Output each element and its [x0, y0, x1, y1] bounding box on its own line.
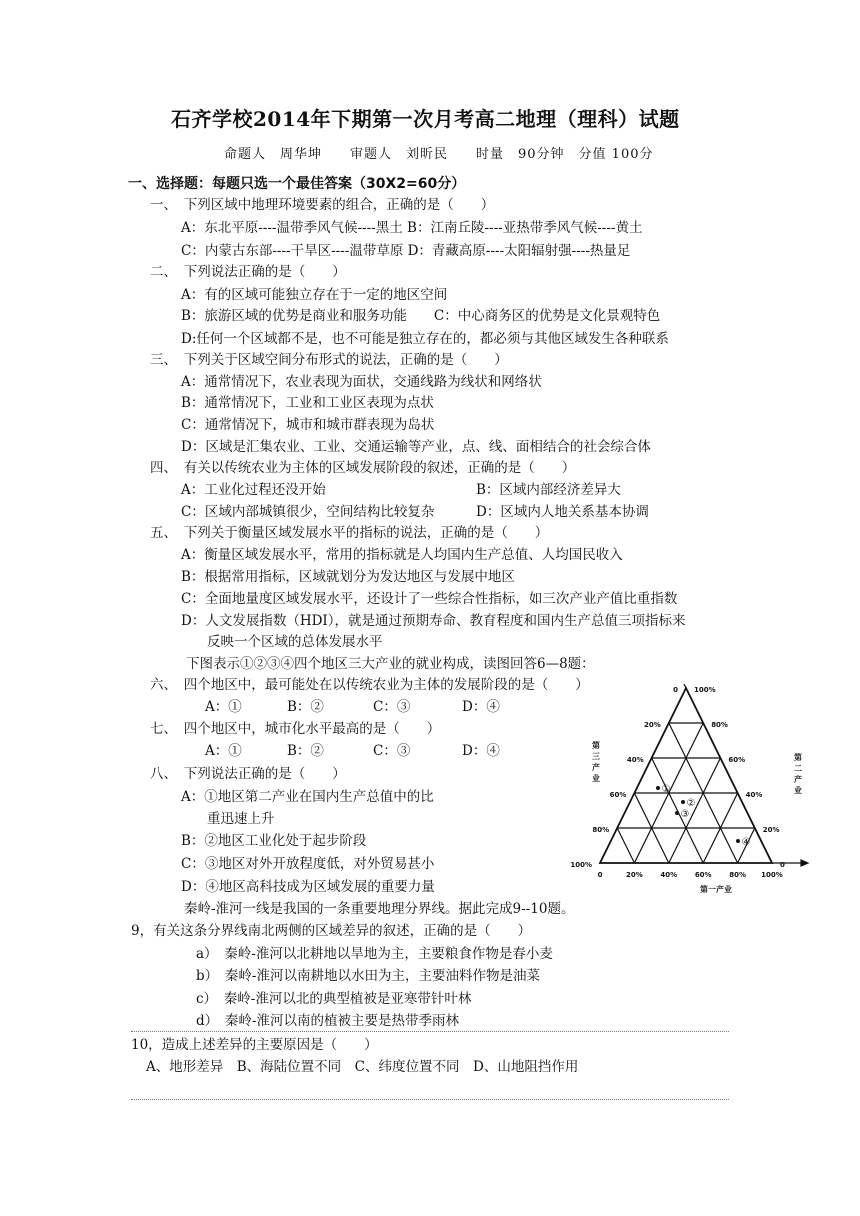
questions-6-8-intro: 下图表示①②③④四个地区三大产业的就业构成，读图回答6—8题：	[186, 656, 595, 672]
question-9-option-b: b） 秦岭-淮河以南耕地以水田为主，主要油料作物是油菜	[196, 968, 540, 984]
right-axis-tick-label: 80%	[711, 721, 728, 729]
left-axis-tick-label: 60%	[609, 791, 627, 799]
question-7-option-b: B：②	[287, 743, 324, 759]
question-2-stem: 二、 下列说法正确的是（ ）	[150, 264, 346, 280]
right-axis-tick-label: 0	[780, 861, 785, 869]
right-axis-label: 产	[794, 775, 802, 784]
question-6-option-b: B：②	[287, 699, 324, 715]
right-axis-tick-label: 100%	[694, 686, 716, 694]
right-axis-label: 二	[794, 764, 802, 773]
left-axis-label: 业	[592, 774, 600, 783]
region-point-marker	[736, 839, 740, 843]
question-8-option-c: C：③地区对外开放程度低，对外贸易甚小	[181, 856, 435, 872]
question-10-options: A、地形差异 B、海陆位置不同 C、纬度位置不同 D、山地阻挡作用	[146, 1059, 579, 1075]
question-9-option-c: c） 秦岭-淮河以北的典型植被是亚寒带针叶林	[196, 991, 472, 1007]
question-8-stem: 八、 下列说法正确的是（ ）	[150, 766, 346, 782]
region-point-marker	[675, 811, 679, 815]
question-9-option-a: a） 秦岭-淮河以北耕地以旱地为主，主要粮食作物是春小麦	[196, 946, 553, 962]
question-7-option-c: C：③	[373, 743, 411, 759]
question-7-option-d: D：④	[462, 743, 500, 759]
left-axis-tick-label: 20%	[644, 721, 661, 729]
left-axis-label: 第	[592, 741, 600, 750]
question-5-option-b: B：根据常用指标，区域就划分为发达地区与发展中地区	[181, 569, 515, 585]
question-3-option-c: C：通常情况下，城市和城市群表现为岛状	[181, 417, 435, 433]
question-3-option-a: A：通常情况下，农业表现为面状，交通线路为线状和网络状	[181, 374, 542, 390]
right-axis-tick-label: 60%	[728, 756, 746, 764]
question-6-option-a: A：①	[205, 699, 242, 715]
question-4-option-d: D：区域内人地关系基本协调	[476, 504, 649, 520]
question-8-option-d: D：④地区高科技成为区域发展的重要力量	[181, 879, 435, 895]
question-8-option-b: B：②地区工业化处于起步阶段	[181, 833, 367, 849]
region-point-marker	[681, 800, 685, 804]
question-1-options-ab: A：东北平原----温带季风气候----黑土 B：江南丘陵----亚热带季风气候----黄土	[181, 220, 643, 236]
bottom-axis-tick-label: 80%	[729, 871, 746, 879]
exam-title: 石齐学校2014年下期第一次月考高二地理（理科）试题	[171, 107, 680, 131]
bottom-axis-tick-label: 60%	[694, 871, 712, 879]
question-4-option-a: A：工业化过程还没开始	[181, 482, 326, 498]
question-2-options-bc: B：旅游区域的优势是商业和服务功能 C：中心商务区的优势是文化景观特色	[181, 308, 661, 324]
question-4-option-b: B：区域内部经济差异大	[476, 482, 621, 498]
left-axis-tick-label: 100%	[570, 861, 592, 869]
right-axis-label: 业	[794, 786, 802, 795]
question-8-option-a: A：①地区第二产业在国内生产总值中的比	[181, 789, 434, 805]
left-axis-tick-label: 80%	[592, 826, 610, 834]
question-3-option-d: D：区域是汇集农业、工业、交通运输等产业，点、线、面相结合的社会综合体	[181, 439, 651, 455]
bottom-axis-label: 第一产业	[700, 885, 732, 894]
apex-tick	[684, 684, 686, 688]
right-axis-tick-label: 40%	[745, 791, 763, 799]
exam-meta: 命题人 周华坤 审题人 刘昕民 时量 90分钟 分值 100分	[224, 147, 654, 162]
question-6-stem: 六、 四个地区中，最可能处在以传统农业为主体的发展阶段的是（ ）	[150, 677, 589, 693]
question-2-option-d: D:任何一个区域都不是，也不可能是独立存在的，都必须与其他区域发生各种联系	[181, 331, 669, 347]
question-1-options-cd: C：内蒙古东部----干旱区----温带草原 D：青藏高原----太阳辐射强----热量足	[181, 243, 631, 259]
question-1-stem: 一、 下列区域中地理环境要素的组合，正确的是（ ）	[150, 197, 495, 213]
grid-line	[669, 758, 721, 863]
bottom-axis-tick-label: 100%	[761, 871, 783, 879]
question-6-option-c: C：③	[373, 699, 411, 715]
question-8-option-a-cont: 重迅速上升	[207, 811, 275, 827]
region-point-label: ①	[661, 784, 671, 795]
region-point-marker	[656, 786, 660, 790]
question-10-stem: 10，造成上述差异的主要原因是（ ）	[131, 1037, 378, 1053]
question-7-option-a: A：①	[205, 743, 242, 759]
question-9-option-d: d） 秦岭-淮河以南的植被主要是热带季雨林	[196, 1013, 459, 1029]
left-axis-label: 产	[592, 763, 600, 772]
question-4-stem: 四、 有关以传统农业为主体的区域发展阶段的叙述，正确的是（ ）	[150, 460, 576, 476]
left-axis-tick-label: 40%	[626, 756, 644, 764]
ternary-employment-diagram	[566, 680, 816, 895]
question-3-option-b: B：通常情况下，工业和工业区表现为点状	[181, 395, 434, 411]
right-axis-tick-label: 20%	[762, 826, 780, 834]
question-7-stem: 七、 四个地区中，城市化水平最高的是（ ）	[150, 721, 441, 737]
bottom-axis-tick-label: 40%	[660, 871, 678, 879]
section-heading: 一、选择题：每题只选一个最佳答案（30X2=60分）	[128, 176, 466, 192]
question-3-stem: 三、 下列关于区域空间分布形式的说法，正确的是（ ）	[150, 352, 508, 368]
question-4-option-c: C：区域内部城镇很少，空间结构比较复杂	[181, 504, 435, 520]
bottom-axis-tick-label: 0	[597, 871, 603, 879]
question-2-option-a: A：有的区域可能独立存在于一定的地区空间	[181, 287, 448, 303]
region-point-label: ④	[741, 837, 751, 848]
question-5-option-a: A：衡量区域发展水平，常用的指标就是人均国内生产总值、人均国民收入	[181, 547, 623, 563]
bottom-axis-tick-label: 20%	[626, 871, 643, 879]
left-axis-label: 三	[592, 752, 600, 761]
arrow-head	[801, 860, 808, 866]
region-point-label: ③	[680, 809, 690, 820]
dotted-separator	[131, 1099, 729, 1100]
right-axis-label: 第	[794, 753, 802, 762]
region-point-label: ②	[686, 798, 696, 809]
question-5-option-d: D：人文发展指数（HDI），就是通过预期寿命、教育程度和国内生产总值三项指标来	[181, 613, 686, 629]
grid-line	[652, 758, 704, 863]
grid-line	[617, 828, 634, 863]
dotted-separator	[131, 1031, 729, 1032]
left-axis-tick-label: 0	[673, 686, 678, 694]
question-5-stem: 五、 下列关于衡量区域发展水平的指标的说法，正确的是（ ）	[150, 525, 549, 541]
question-9-stem: 9，有关这条分界线南北两侧的区域差异的叙述，正确的是（ ）	[131, 923, 532, 939]
questions-9-10-intro: 秦岭-淮河一线是我国的一条重要地理分界线。据此完成9--10题。	[184, 901, 575, 917]
question-6-option-d: D：④	[462, 699, 500, 715]
question-5-option-c: C：全面地量度区域发展水平，还设计了一些综合性指标，如三次产业产值比重指数	[181, 591, 678, 607]
question-5-option-d-cont: 反映一个区域的总体发展水平	[207, 634, 383, 650]
